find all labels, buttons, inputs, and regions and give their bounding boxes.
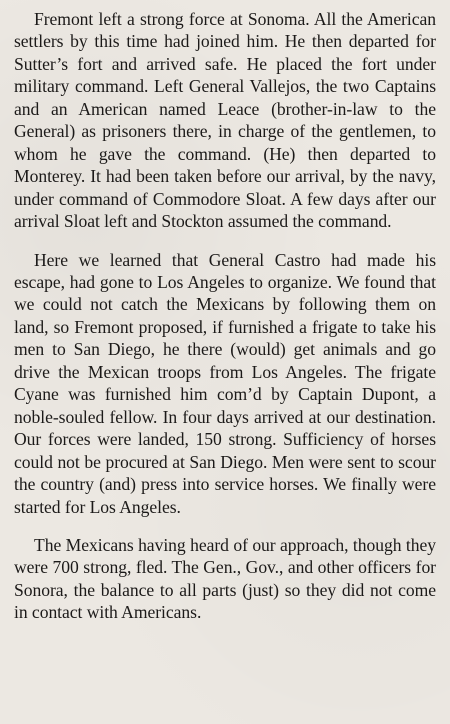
paragraph-fremont-sonoma: Fremont left a strong force at Sonoma. All the American settlers by this time had joined him. He then departed for Sutter’s fort and arrived safe. He placed the fort under military command. Left General Vallejos, the two Captains and an American named Leace (brother-in-law to the General) as prisoners there, in charge of the gentlemen, to whom he gave the command. (He) then departed to Monterey. It had been taken before our arrival, by the navy, under command of Commodore Sloat. A few days after our arrival Sloat left and Stockton assumed the command. xyxy=(14,9,436,232)
paragraph-castro-escape: Here we learned that General Castro had made his escape, had gone to Los Angeles to organize. We found that we could not catch the Mexicans by following them on land, so Fremont proposed, if furnished a frigate to take his men to San Diego, he there (would) get animals and go drive the Mexican troops from Los Angeles. The frigate Cyane was furnished him com’d by Captain Dupont, a noble-souled fellow. In four days arrived at our destination. Our forces were landed, 150 strong. Sufficiency of horses could not be procured at San Diego. Men were sent to scour the country (and) press into service horses. We finally were started for Los Angeles. xyxy=(14,249,436,517)
paragraph-mexicans-fled: The Mexicans having heard of our approach, though they were 700 strong, fled. The Gen., Gov., and other officers for Sonora, the balance to all parts (just) so they did not come in contact with Americans. xyxy=(14,534,436,623)
